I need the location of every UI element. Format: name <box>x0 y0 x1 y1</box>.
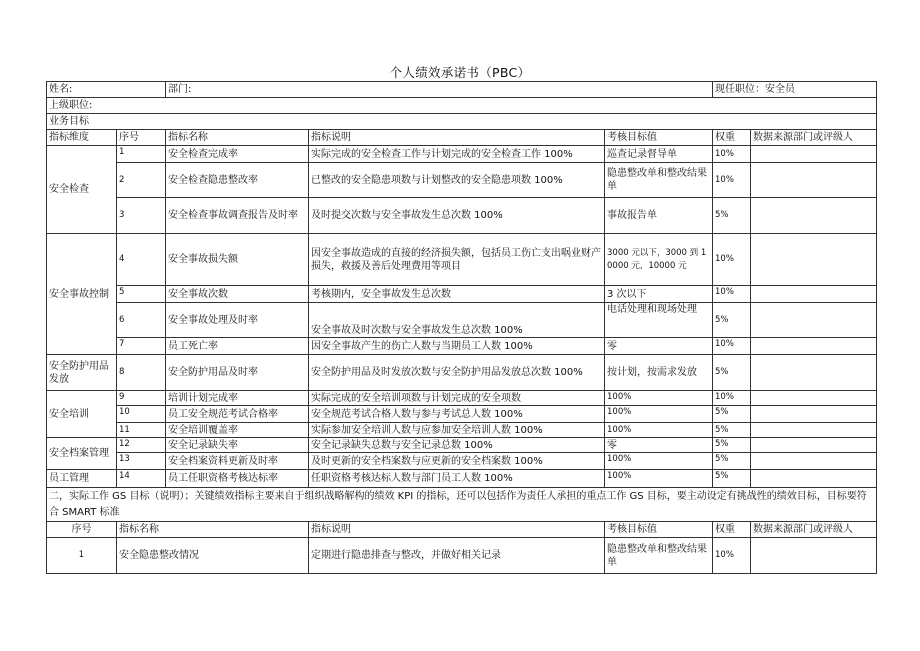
table-row <box>47 438 877 453</box>
desc-cell: 因安全事故产生的伤亡人数与当期员工人数 100% <box>309 338 605 355</box>
name-cell: 安全检查完成率 <box>166 146 309 163</box>
desc-cell: 实际完成的安全检查工作与计划完成的安全检查工作 100% <box>309 146 605 163</box>
name-cell: 员工任职资格考核达标率 <box>166 470 309 488</box>
weight-cell: 10% <box>713 338 751 355</box>
seq-cell: 7 <box>117 338 166 355</box>
superior-field[interactable]: 上级职位: <box>47 98 877 114</box>
position-field[interactable]: 现任职位：安全员 <box>713 82 877 98</box>
table-row <box>47 163 877 198</box>
weight-cell: 10% <box>713 234 751 286</box>
target-cell: 100% <box>605 453 713 470</box>
source-cell[interactable] <box>751 338 877 355</box>
name-cell: 安全档案资料更新及时率 <box>166 453 309 470</box>
dimension-cell: 安全防护用品发放 <box>47 355 117 391</box>
table-row <box>47 355 877 391</box>
source-cell[interactable] <box>751 453 877 470</box>
section-label: 业务目标 <box>47 114 877 130</box>
col-dimension: 指标维度 <box>47 130 117 146</box>
weight-cell: 5% <box>713 470 751 488</box>
weight-cell: 10% <box>713 286 751 303</box>
target-cell: 零 <box>605 438 713 453</box>
target-cell: 3000 元以下，3000 到 10000 元，10000 元 <box>605 234 713 286</box>
name-cell: 安全检查隐患整改率 <box>166 163 309 198</box>
col-desc: 指标说明 <box>309 130 605 146</box>
weight-cell: 5% <box>713 438 751 453</box>
table-row <box>47 470 877 488</box>
table-row <box>47 303 877 338</box>
source-cell[interactable] <box>751 146 877 163</box>
table-row <box>47 286 877 303</box>
target-cell: 100% <box>605 406 713 423</box>
weight-cell: 5% <box>713 355 751 391</box>
desc-cell: 安全记录缺失总数与安全记录总数 100% <box>309 438 605 453</box>
seq-cell: 5 <box>117 286 166 303</box>
name-cell: 安全事故处理及时率 <box>166 303 309 338</box>
target-cell: 隐患整改单和整改结果单 <box>605 163 713 198</box>
seq-cell: 13 <box>117 453 166 470</box>
desc-cell: 实际参加安全培训人数与应参加安全培训人数 100% <box>309 423 605 438</box>
gs-seq-cell: 1 <box>47 538 117 574</box>
section-row <box>47 114 877 130</box>
gs-weight-cell: 10% <box>713 538 751 574</box>
gs-desc-cell: 定期进行隐患排查与整改，并做好相关记录 <box>309 538 605 574</box>
weight-cell: 5% <box>713 303 751 338</box>
weight-cell: 10% <box>713 391 751 406</box>
desc-cell: 安全事故及时次数与安全事故发生总次数 100% <box>309 303 605 338</box>
col-seq: 序号 <box>117 130 166 146</box>
source-cell[interactable] <box>751 286 877 303</box>
target-cell: 按计划，按需求发放 <box>605 355 713 391</box>
table-row <box>47 453 877 470</box>
name-cell: 员工死亡率 <box>166 338 309 355</box>
gs-target-cell: 隐患整改单和整改结果单 <box>605 538 713 574</box>
page-title: 个人绩效承诺书（PBC） <box>389 65 531 80</box>
weight-cell: 10% <box>713 146 751 163</box>
target-cell: 100% <box>605 423 713 438</box>
table-row <box>47 198 877 234</box>
source-cell[interactable] <box>751 163 877 198</box>
gs-table-row <box>47 538 877 574</box>
name-cell: 安全事故次数 <box>166 286 309 303</box>
weight-cell: 10% <box>713 163 751 198</box>
dimension-cell: 安全档案管理 <box>47 438 117 470</box>
desc-cell: 及时提交次数与安全事故发生总次数 100% <box>309 198 605 234</box>
dimension-cell: 安全培训 <box>47 391 117 438</box>
source-cell[interactable] <box>751 470 877 488</box>
gs-column-header-row <box>47 522 877 538</box>
source-cell[interactable] <box>751 406 877 423</box>
gs-col-target: 考核目标值 <box>605 522 713 538</box>
col-target: 考核目标值 <box>605 130 713 146</box>
weight-cell: 5% <box>713 406 751 423</box>
desc-cell: 考核期内，安全事故发生总次数 <box>309 286 605 303</box>
target-cell: 100% <box>605 391 713 406</box>
source-cell[interactable] <box>751 198 877 234</box>
source-cell[interactable] <box>751 423 877 438</box>
pbc-table <box>46 81 877 574</box>
desc-cell: 及时更新的安全档案数与应更新的安全档案数 100% <box>309 453 605 470</box>
table-row <box>47 406 877 423</box>
gs-source-cell[interactable] <box>751 538 877 574</box>
gs-col-source: 数据来源部门或评级人 <box>751 522 877 538</box>
seq-cell: 12 <box>117 438 166 453</box>
gs-note-row <box>47 488 877 522</box>
weight-cell: 5% <box>713 453 751 470</box>
table-row <box>47 234 877 286</box>
seq-cell: 14 <box>117 470 166 488</box>
source-cell[interactable] <box>751 438 877 453</box>
seq-cell: 9 <box>117 391 166 406</box>
weight-cell: 5% <box>713 198 751 234</box>
source-cell[interactable] <box>751 303 877 338</box>
gs-col-weight: 权重 <box>713 522 751 538</box>
name-cell: 培训计划完成率 <box>166 391 309 406</box>
table-row <box>47 391 877 406</box>
target-cell: 电话处理和现场处理 <box>605 303 713 338</box>
seq-cell: 4 <box>117 234 166 286</box>
dimension-cell: 员工管理 <box>47 470 117 488</box>
target-cell: 巡查记录督导单 <box>605 146 713 163</box>
desc-cell: 因安全事故造成的直接的经济损失额，包括员工伤亡支出㖞业财产损失，救援及善后处理费用等项目 <box>309 234 605 286</box>
source-cell[interactable] <box>751 355 877 391</box>
gs-col-seq: 序号 <box>47 522 117 538</box>
table-row <box>47 423 877 438</box>
seq-cell: 1 <box>117 146 166 163</box>
name-cell: 安全检查事故调查报告及时率 <box>166 198 309 234</box>
name-cell: 安全记录缺失率 <box>166 438 309 453</box>
gs-name-cell: 安全隐患整改情况 <box>117 538 309 574</box>
name-cell: 安全防护用品及时率 <box>166 355 309 391</box>
target-cell: 事故报告单 <box>605 198 713 234</box>
header-row-superior <box>47 98 877 114</box>
table-row <box>47 146 877 163</box>
dimension-cell: 安全事故控制 <box>47 234 117 355</box>
target-cell: 3 次以下 <box>605 286 713 303</box>
col-weight: 权重 <box>713 130 751 146</box>
col-source: 数据来源部门或评级人 <box>751 130 877 146</box>
seq-cell: 10 <box>117 406 166 423</box>
source-cell[interactable] <box>751 391 877 406</box>
dimension-cell: 安全检查 <box>47 146 117 234</box>
seq-cell: 8 <box>117 355 166 391</box>
dept-field[interactable]: 部门: <box>166 82 713 98</box>
desc-cell: 安全规范考试合格人数与参与考试总人数 100% <box>309 406 605 423</box>
seq-cell: 11 <box>117 423 166 438</box>
source-cell[interactable] <box>751 234 877 286</box>
desc-cell: 实际完成的安全培训项数与计划完成的安全项数 <box>309 391 605 406</box>
gs-note: 二，实际工作 GS 目标（说明）；关键绩效指标主要来自于组织战略解构的绩效 KPI 的指标，还可以包括作为责任人承担的重点工作 GS 目标，要主动设定有挑战性的绩效目标，目标要符合 SMART 标准 <box>47 488 877 522</box>
name-cell: 安全事故损失额 <box>166 234 309 286</box>
target-cell: 100% <box>605 470 713 488</box>
table-row <box>47 338 877 355</box>
seq-cell: 3 <box>117 198 166 234</box>
desc-cell: 已整改的安全隐患项数与计划整改的安全隐患项数 100% <box>309 163 605 198</box>
header-row-identity <box>47 82 877 98</box>
column-header-row <box>47 130 877 146</box>
weight-cell: 5% <box>713 423 751 438</box>
name-cell: 员工安全规范考试合格率 <box>166 406 309 423</box>
seq-cell: 2 <box>117 163 166 198</box>
name-field[interactable]: 姓名: <box>47 82 166 98</box>
name-cell: 安全培训覆盖率 <box>166 423 309 438</box>
desc-cell: 任职资格考核达标人数与部门员工人数 100% <box>309 470 605 488</box>
target-cell: 零 <box>605 338 713 355</box>
col-name: 指标名称 <box>166 130 309 146</box>
seq-cell: 6 <box>117 303 166 338</box>
gs-col-desc: 指标说明 <box>309 522 605 538</box>
gs-col-name: 指标名称 <box>117 522 309 538</box>
desc-cell: 安全防护用品及时发放次数与安全防护用品发放总次数 100% <box>309 355 605 391</box>
